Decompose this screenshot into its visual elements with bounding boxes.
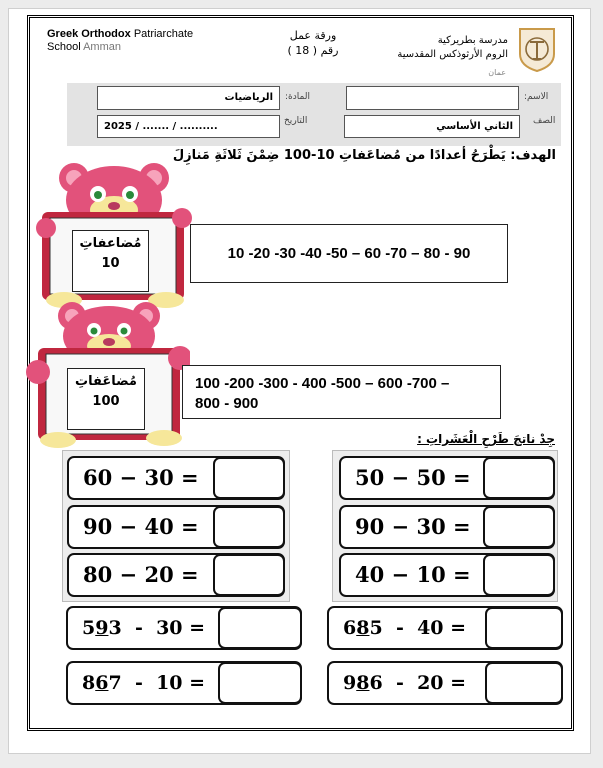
equation-row: 50 − 50 = xyxy=(339,456,555,500)
name-label: الاسم: xyxy=(524,92,549,102)
equation-row: 685 - 40 = xyxy=(327,606,563,650)
equation-row: 986 - 20 = xyxy=(327,661,563,705)
date-field[interactable]: 2025 / ....... / .......... xyxy=(97,115,280,138)
exercise-instruction: جِدْ ناتجَ طَرْحِ الْعَشَراتِ : xyxy=(417,432,555,446)
answer-box[interactable] xyxy=(483,457,555,499)
answer-box[interactable] xyxy=(218,662,302,704)
equation-row: 90 − 40 = xyxy=(67,505,285,549)
multiples-card-100: مُضاعَفاتِ 100 xyxy=(67,368,145,430)
subject-label: المادة: xyxy=(285,92,310,102)
equation-row: 40 − 10 = xyxy=(339,553,555,597)
lesson-goal: الهدف: يَطْرَحُ أعدادًا من مُضاعَفاتِ 10-100 ضِمْنَ ثَلاثَةِ مَنازِلَ xyxy=(172,148,556,163)
answer-box[interactable] xyxy=(213,457,285,499)
worksheet-title: ورقة عمل رقم ( 18 ) xyxy=(268,28,358,58)
date-label: التاريخ xyxy=(284,116,308,126)
answer-box[interactable] xyxy=(483,554,555,596)
worksheet-number: رقم ( 18 ) xyxy=(287,44,339,57)
name-field[interactable] xyxy=(346,86,519,110)
equation-row: 60 − 30 = xyxy=(67,456,285,500)
multiples-card-10: مُضاعفاتِ 10 xyxy=(72,230,149,292)
multiples-sequence-100: 100 -200 -300 - 400 -500 – 600 -700 – 800 - 900 xyxy=(182,365,501,419)
school-name-arabic: مدرسة بطريركية الروم الأرثوذكس المقدسية xyxy=(397,35,508,60)
answer-box[interactable] xyxy=(213,506,285,548)
answer-box[interactable] xyxy=(485,662,563,704)
equation-row: 593 - 30 = xyxy=(66,606,302,650)
school-logo-icon xyxy=(518,26,556,72)
answer-box[interactable] xyxy=(483,506,555,548)
school-name-english: Greek Orthodox Patriarchate School Amman xyxy=(47,28,194,53)
grade-label: الصف xyxy=(533,116,556,126)
student-info-panel xyxy=(67,83,561,146)
multiples-sequence-10: 10 -20 -30 -40 -50 – 60 -70 – 80 - 90 xyxy=(190,224,508,283)
answer-box[interactable] xyxy=(485,607,563,649)
equation-row: 90 − 30 = xyxy=(339,505,555,549)
equation-row: 867 - 10 = xyxy=(66,661,302,705)
city-label: عمان xyxy=(488,68,506,77)
equation-row: 80 − 20 = xyxy=(67,553,285,597)
subject-field[interactable]: الرياضيات xyxy=(97,86,280,110)
answer-box[interactable] xyxy=(218,607,302,649)
grade-field[interactable]: الثاني الأساسي xyxy=(344,115,520,138)
answer-box[interactable] xyxy=(213,554,285,596)
